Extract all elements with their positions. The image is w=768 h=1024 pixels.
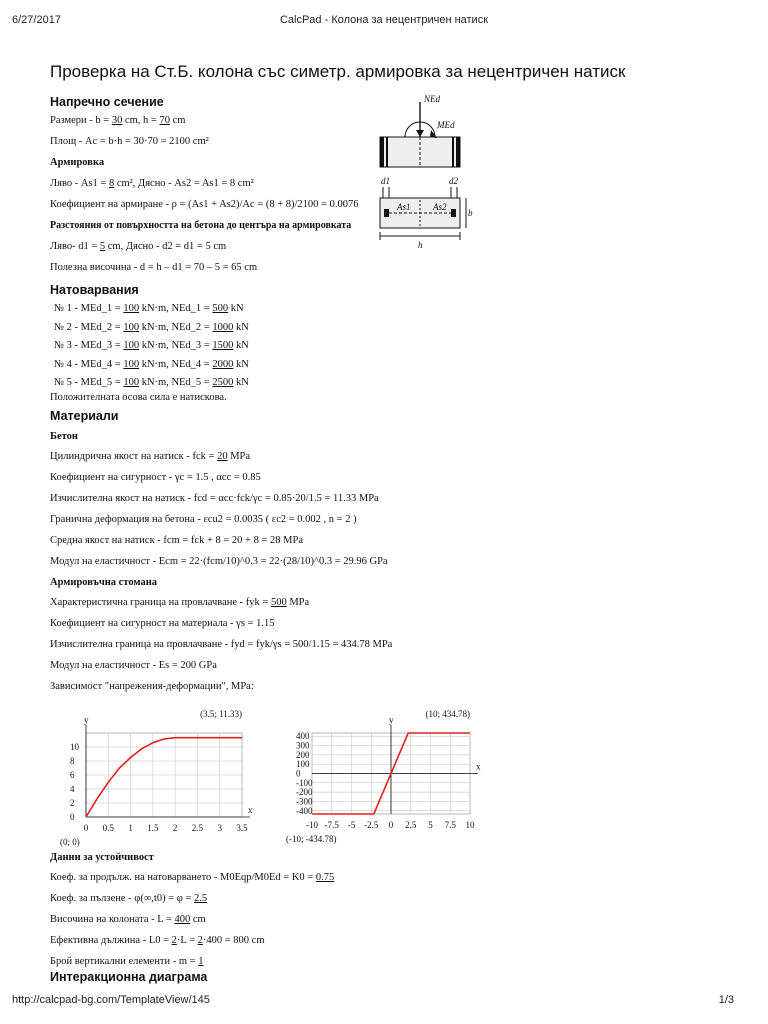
series-line [86,738,242,817]
y-tick-label: -100 [296,777,313,788]
phi-line: Коеф. за пълзене - φ(∞,t0) = φ = 2.5 [50,893,208,904]
area-line: Площ - Ac = b·h = 30·70 = 2100 cm² [50,136,209,147]
as1-fig-label: As1 [397,202,411,212]
load-row: № 4 - MEd_4 = 100 kN·m, NEd_4 = 2000 kN [54,358,249,370]
stress-strain-line: Зависимост "напрежения-деформации", MPa: [50,681,254,692]
x-tick-label: -5 [347,820,356,830]
fck-line: Цилиндрична якост на натиск - fck = 20 MPa [50,451,251,462]
stability-heading: Данни за устойчивост [50,852,154,863]
axial-input[interactable]: 500 [212,303,229,314]
x-tick-label: -2.5 [364,820,379,830]
gamma-c-line: Коефициент на сигурност - γc = 1.5 , αcc = 0.85 [50,472,261,483]
fyk-input[interactable]: 500 [270,597,287,608]
x-tick-label: 7.5 [444,820,456,830]
d1-label: d1 [381,176,390,186]
phi-input[interactable]: 2.5 [194,893,208,904]
fcd-line: Изчислителна якост на натиск - fcd = αcc·fck/γc = 0.85·20/1.5 = 11.33 MPa [50,493,379,504]
distance-line: Ляво- d1 = 5 cm, Дясно - d2 = d1 = 5 cm [50,241,227,252]
x-tick-label: 2 [172,823,178,833]
corner-label-top: (3.5; 11.33) [200,709,242,719]
L0-k-input[interactable]: 2 [171,935,177,946]
corner-label-top: (10; 434.78) [425,709,470,719]
b-fig-label: b [468,208,473,218]
column-elevation [380,102,460,167]
axial-input[interactable]: 1500 [212,340,234,351]
m-line: Брой вертикални елементи - m = 1 [50,956,204,967]
moment-input[interactable]: 100 [123,321,140,333]
h-fig-label: h [418,240,423,250]
x-tick-label: 0.5 [102,823,114,833]
loads-heading: Натоварвания [50,283,139,297]
y-tick-label: 300 [296,740,310,751]
load-row: № 3 - MEd_3 = 100 kN·m, NEd_3 = 1500 kN [54,340,249,351]
load-row: № 1 - MEd_1 = 100 kN·m, NEd_1 = 500 kN [54,303,244,314]
section-diagram [375,92,485,262]
steel-chart [280,700,500,850]
L-line: Височина на колоната - L = 400 cm [50,914,206,925]
reinforcement-heading: Армировка [50,157,105,168]
fyk-line: Характеристична граница на провлачване - fyk = 500 MPa [50,597,310,608]
ecm-line: Модул на еластичност - Ecm = 22·(fcm/10)^0.3 = 22·(28/10)^0.3 = 29.96 GPa [50,556,388,567]
es-line: Модул на еластичност - Es = 200 GPa [50,660,217,671]
d1-input[interactable]: 5 [99,241,106,252]
dimensions-line: Размери - b = 30 cm, h = 70 cm [50,115,186,126]
interaction-heading: Интеракционна диаграма [50,970,208,984]
moment-input[interactable]: 100 [123,358,140,370]
k0-line: Коеф. за продълж. на натоварването - M0Eqp/M0Ed = K0 = 0.75 [50,872,335,883]
reinf-areas-line: Ляво - As1 = 8 cm², Дясно - As2 = As1 = 8 cm² [50,178,254,189]
y-tick-label: -400 [296,805,313,816]
load-row: № 5 - MEd_5 = 100 kN·m, NEd_5 = 2500 kN [54,377,249,388]
axial-input[interactable]: 2000 [212,358,234,370]
y-tick-label: 100 [296,759,310,770]
doc-title: Проверка на Ст.Б. колона със симетр. армировка за нецентричен натиск [50,62,626,81]
gamma-s-line: Коефициент на сигурност на материала - γs = 1.15 [50,618,275,629]
axial-input[interactable]: 1000 [212,321,234,333]
x-tick-label: -10 [306,820,318,830]
as2-fig-label: As2 [433,202,447,212]
useful-height-line: Полезна височина - d = h – d1 = 70 – 5 = 65 cm [50,262,258,273]
reinf-ratio-line: Коефициент на армиране - ρ = (As1 + As2)/Ac = (8 + 8)/2100 = 0.0076 [50,199,359,210]
fcm-line: Средна якост на натиск - fcm = fck + 8 = 20 + 8 = 28 MPa [50,535,303,546]
page-number: 1/3 [718,994,734,1006]
moment-input[interactable]: 100 [123,377,140,388]
x-tick-label: 1 [128,823,133,833]
h-input[interactable]: 70 [159,115,170,126]
steel-heading: Армировъчна стомана [50,577,158,588]
concrete-heading: Бетон [50,431,78,442]
page-header-title: CalcPad - Колона за нецентричен натиск [279,14,489,26]
concrete-chart [40,700,280,850]
y-tick-label: -200 [296,787,313,798]
y-tick-label: 2 [70,798,75,808]
y-tick-label: 10 [70,742,79,752]
x-tick-label: 5 [428,820,433,830]
corner-label-bottom: (-10; -434.78) [286,834,337,844]
x-axis-label: x [248,805,253,815]
x-tick-label: 3 [217,823,222,833]
load-row: № 2 - MEd_2 = 100 kN·m, NEd_2 = 1000 kN [54,321,249,333]
y-axis-label: y [84,715,89,725]
x-tick-label: 1.5 [147,823,159,833]
x-axis-label: x [476,761,481,772]
x-tick-label: 10 [465,820,475,830]
y-tick-label: -300 [296,796,313,807]
materials-heading: Материали [50,409,119,423]
m-label: MEd [437,120,455,130]
footer-url[interactable]: http://calcpad-bg.com/TemplateView/145 [12,994,210,1006]
y-tick-label: 4 [70,784,75,794]
x-tick-label: 3.5 [236,823,248,833]
y-tick-label: 0 [70,812,75,822]
x-tick-label: 2.5 [405,820,417,830]
y-tick-label: 0 [296,768,301,779]
b-input[interactable]: 30 [111,115,123,126]
m-input[interactable]: 1 [198,956,204,967]
L0-line: Ефективна дължина - L0 = 2·L = 2·400 = 800 cm [50,935,265,946]
moment-input[interactable]: 100 [123,303,140,314]
x-tick-label: 0 [83,823,89,833]
axial-input[interactable]: 2500 [212,377,234,388]
fyd-line: Изчислителна граница на провлачване - fyd = fyk/γs = 500/1.15 = 434.78 MPa [50,639,393,650]
y-tick-label: 400 [296,731,310,742]
L-input[interactable]: 400 [174,914,191,925]
cross-section-heading: Напречно сечение [50,95,164,109]
ecu-line: Гранична деформация на бетона - εcu2 = 0.0035 ( εc2 = 0.002 , n = 2 ) [50,514,357,525]
n-label: NEd [424,94,441,104]
y-tick-label: 6 [70,770,75,780]
x-tick-label: 2.5 [191,823,204,833]
fck-input[interactable]: 20 [217,451,228,462]
y-tick-label: 200 [296,749,310,760]
d2-label: d2 [449,176,458,186]
moment-input[interactable]: 100 [123,340,140,351]
as1-input[interactable]: 8 [108,178,115,189]
corner-label-bottom: (0; 0) [60,837,80,847]
x-tick-label: -7.5 [324,820,339,830]
y-axis-label: y [389,715,394,725]
k0-input[interactable]: 0.75 [315,872,335,883]
print-date: 6/27/2017 [12,14,61,26]
loads-note: Положителната осова сила е натискова. [50,392,227,403]
x-tick-label: 0 [388,820,394,830]
y-tick-label: 8 [70,756,75,766]
distance-heading: Разстояния от повърхността на бетона до центъра на армировката [50,220,352,231]
